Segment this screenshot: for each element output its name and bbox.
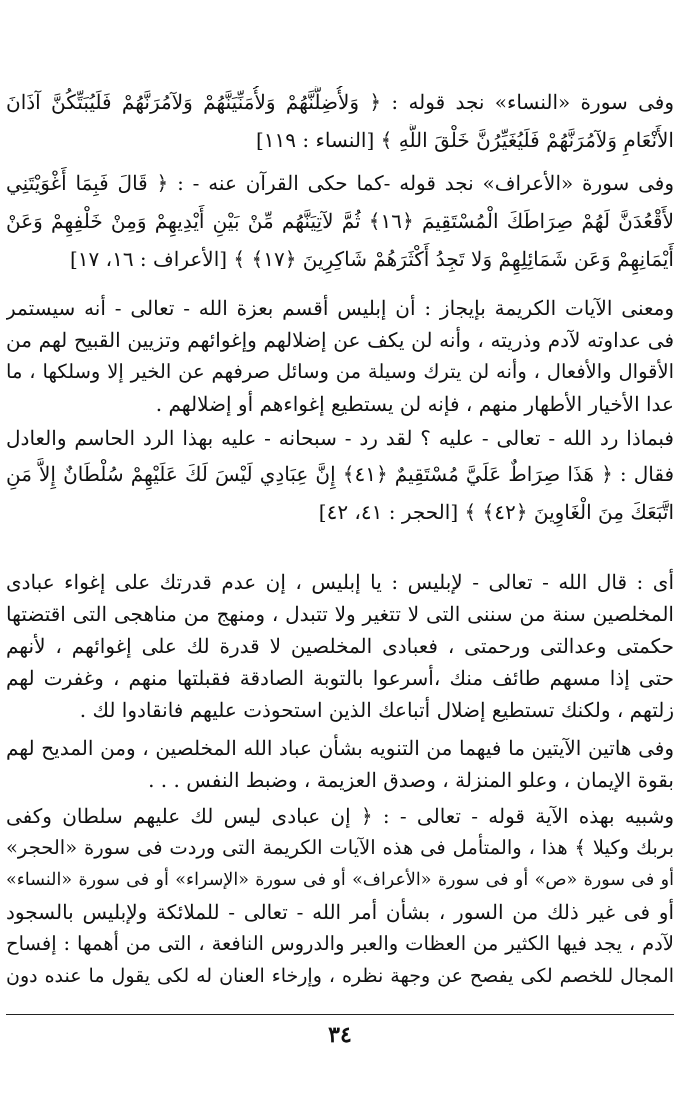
text-line: حكمتى وعدالتى ورحمتى ، فعبادى المخلصين لا قدرة لك على إغوائهم ، لأنهم [6,634,674,658]
text-line: بربك وكيلا ﴾ هذا ، والمتأمل فى هذه الآيات الكريمة التى وردت فى سورة «الحجر» [6,836,674,859]
text-line: اتَّبَعَكَ مِنَ الْغَاوِينَ ﴿٤٢﴾ ﴾ [الحجر : ٤١، ٤٢] [318,500,674,524]
paragraph-araf [0,167,680,271]
paragraph-similar [0,800,680,987]
text-line: أو فى غير ذلك من السور ، بشأن أمر الله - تعالى - للملائكة ولإبليس بالسجود [6,900,674,924]
text-line: وفى سورة «النساء» نجد قوله : ﴿ وَلأُضِلَّنَّهُمْ وَلأُمَنِّيَنَّهُمْ وَلآمُرَنَّهُمْ فَلَيُبَتِّكُنَّ آذَانَ [6,90,674,114]
paragraph-explanation [0,566,680,722]
text-line: وشبيه بهذه الآية قوله - تعالى - : ﴿ إن عبادى ليس لك عليهم سلطان وكفى [6,804,674,828]
text-line: وفى سورة «الأعراف» نجد قوله -كما حكى القرآن عنه - : ﴿ قَالَ فَبِمَا أَغْوَيْتَنِي [6,171,674,195]
text-line: حتى إذا مسهم طائف منك ،أسرعوا بالتوبة الصادقة فقبلتها منهم ، وغفرت لهم [6,666,674,690]
text-line: المخلصين سنة من سننى التى لا تتغير ولا تتبدل ، ومنهج من مناهجى التى اقتضتها [6,602,674,626]
text-line: وفى هاتين الآيتين ما فيهما من التنويه بشأن عباد الله المخلصين ، ومن المديح لهم [6,736,674,760]
paragraph-meaning [0,292,680,416]
text-line: فى عداوته لآدم وذريته ، وأنه لن يكف عن إضلالهم وإغوائهم وتزيين القبيح لهم من [6,328,674,352]
text-line: ومعنى الآيات الكريمة بإيجاز : أن إبليس أقسم بعزة الله - تعالى - أنه سيستمر [6,296,674,320]
text-line: فبماذا رد الله - تعالى - عليه ؟ لقد رد - سبحانه - عليه بهذا الرد الحاسم والعادل [6,426,674,450]
text-line: الأَنْعَامِ وَلآمُرَنَّهُمْ فَلَيُغَيِّرُنَّ خَلْقَ اللَّهِ ﴾ [النساء : ١١٩] [255,128,674,152]
text-line: زلتهم ، ولكنك تستطيع إضلال أتباعك الذين استحوذت عليهم فانقادوا لك . [79,698,674,722]
footer-divider [6,1014,674,1015]
text-line: لأَقْعُدَنَّ لَهُمْ صِرَاطَكَ الْمُسْتَقِيمَ ﴿١٦﴾ ثُمَّ لآتِيَنَّهُم مِّنْ بَيْنِ أَيْدِيهِمْ وَمِنْ خَلْفِهِمْ وَعَنْ [6,209,674,233]
text-line: أو فى سورة «ص» أو فى سورة «الأعراف» أو فى سورة «الإسراء» أو فى سورة «النساء» [6,870,674,890]
page-number: ٣٤ [328,1022,352,1048]
text-line: أى : قال الله - تعالى - لإبليس : يا إبليس ، إن عدم قدرتك على إغواء عبادى [6,570,674,594]
paragraph-praise [0,732,680,792]
text-line: أَيْمَانِهِمْ وَعَن شَمَائِلِهِمْ وَلا تَجِدُ أَكْثَرَهُمْ شَاكِرِينَ ﴿١٧﴾ ﴾ [الأعراف : ١٦، ١٧] [69,247,674,271]
text-line: بقوة الإيمان ، وعلو المنزلة ، وصدق العزيمة ، وضبط النفس . . . [148,768,674,792]
text-line: عدا الأخيار الأطهار منهم ، فإنه لن يستطيع إغواءهم أو إضلالهم . [155,392,674,416]
paragraph-reply [0,422,680,524]
text-line: الأقوال والأفعال ، وأنه لن يترك وسيلة من وسائل صرفهم عن الخير إلا وسلكها ، ما [6,360,674,383]
text-line: المجال للخصم لكى يفصح عن وجهة نظره ، وإرخاء العنان له لكى يقول ما عنده دون [6,965,674,987]
text-line: فقال : ﴿ هَذَا صِرَاطٌ عَلَيَّ مُسْتَقِيمٌ ﴿٤١﴾ إِنَّ عِبَادِي لَيْسَ لَكَ عَلَيْهِمْ سُلْطَانٌ إِلاَّ مَنِ [6,462,674,486]
text-line: لآدم ، يجد فيها الكثير من العظات والعبر والدروس النافعة ، التى من أهمها : إفساح [6,932,674,955]
paragraph-nisa [0,86,680,152]
